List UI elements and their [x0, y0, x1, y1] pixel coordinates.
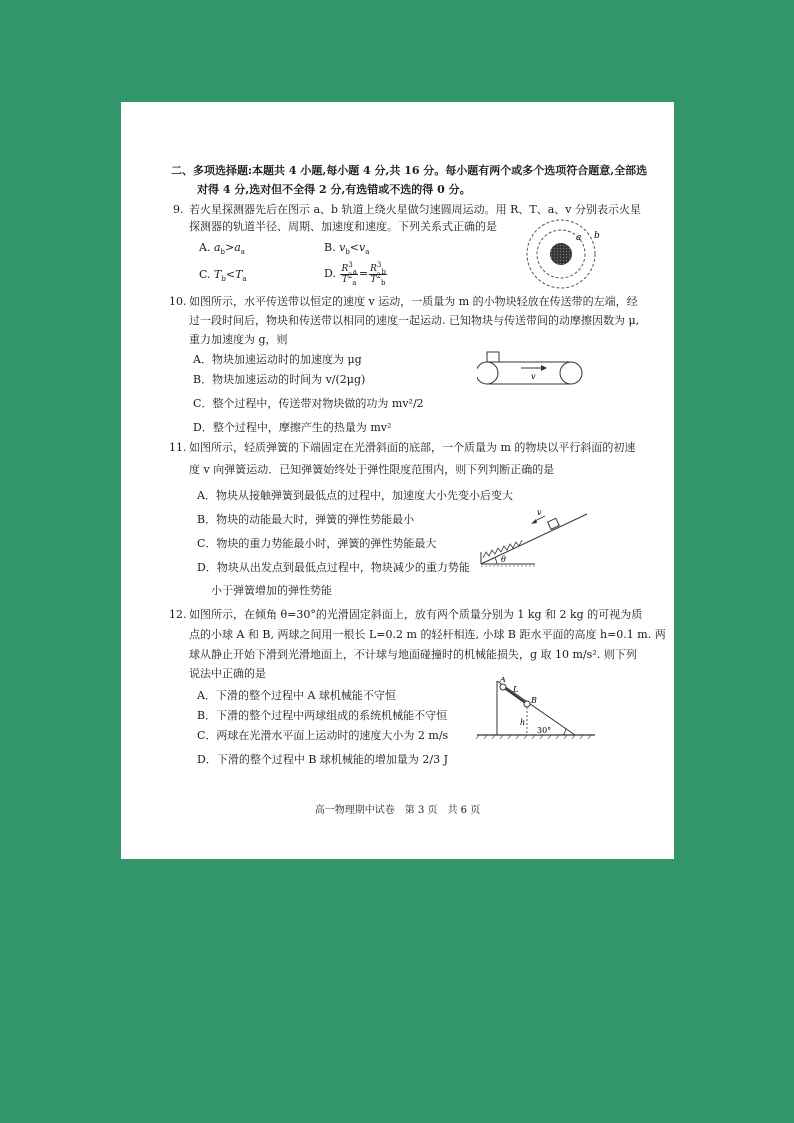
page-footer: 高一物理期中试卷 第 3 页 共 6 页: [314, 805, 481, 816]
q9-option-d: D. $\frac{R^3_a}{T^2_a}$ = $\frac{R^3_b}{T^2_b}$: [324, 260, 386, 287]
q9-option-a: [199, 241, 245, 255]
q9-option-b-label: B.: [324, 241, 336, 254]
q11-angle-label: θ: [501, 555, 506, 564]
q10-velocity-label: v: [531, 372, 536, 381]
q11-option-a: A．物块从接触弹簧到最低点的过程中，加速度大小先变小后变大: [197, 489, 513, 502]
q9-stem-line2: 探测器的轨道半径、周期、加速度和速度。下列关系式正确的是: [189, 220, 497, 233]
q12-stem-line4: 说法中正确的是: [189, 667, 266, 680]
q10-option-b: B．物块加速运动的时间为 v/(2μg): [193, 373, 366, 386]
q12-angle-label: 30°: [537, 726, 552, 735]
q9-option-c-formula: $T_b<T_a$: [214, 268, 247, 284]
section-heading-line2: 对得 4 分,选对但不全得 2 分,有选错或不选的得 0 分。: [197, 183, 471, 196]
left-pulley-icon: [477, 362, 498, 384]
q9-stem-line1: 若火星探测器先后在图示 a、b 轨道上绕火星做匀速圆周运动。用 R、T、a、v 分别表示火星: [189, 203, 641, 216]
q11-stem-line1: 如图所示，轻质弹簧的下端固定在光滑斜面的底部，一个质量为 m 的物块以平行斜面的初速: [189, 441, 636, 454]
orbit-a-label: a: [576, 233, 582, 243]
q11-option-c: C．物块的重力势能最小时，弹簧的弹性势能最大: [197, 537, 437, 550]
q9-option-b-formula: $v_b<v_a$: [339, 241, 370, 257]
q11-option-d-line2: 小于弹簧增加的弹性势能: [211, 584, 332, 597]
q11-incline-spring-figure: [475, 506, 591, 572]
q11-option-b: B．物块的动能最大时，弹簧的弹性势能最小: [197, 513, 415, 526]
q9-option-c-label: C.: [199, 268, 211, 281]
q11-stem-line2: 度 v 向弹簧运动．已知弹簧始终处于弹性限度范围内，则下列判断正确的是: [189, 463, 555, 476]
q12-ball-a-label: A: [500, 677, 506, 684]
q12-stem-line1: 如图所示，在倾角 θ=30°的光滑固定斜面上，放有两个质量分别为 1 kg 和 2 kg 的可视为质: [189, 608, 643, 621]
q9-orbit-figure: [511, 214, 611, 294]
q10-stem-line3: 重力加速度为 g，则: [189, 333, 288, 346]
q12-option-c: C．两球在光滑水平面上运动时的速度大小为 2 m/s: [197, 729, 449, 742]
q12-stem-line2: 点的小球 A 和 B, 两球之间用一根长 L=0.2 m 的轻杆相连, 小球 B 距水平面的高度 h=0.1 m. 两: [189, 628, 666, 641]
q9-number: 9.: [173, 203, 184, 216]
q10-stem-line1: 如图所示，水平传送带以恒定的速度 v 运动，一质量为 m 的小物块轻放在传送带的左端，经: [189, 295, 638, 308]
exam-page: [121, 102, 674, 859]
q12-ball-b-label: B: [531, 696, 537, 705]
q11-option-d-line1: D．物块从出发点到最低点过程中，物块减少的重力势能: [197, 561, 470, 574]
orbit-b-label: b: [594, 231, 600, 241]
q12-incline-balls-figure: [475, 677, 597, 741]
q12-option-d: D．下滑的整个过程中 B 球机械能的增加量为 2/3 J: [197, 753, 449, 766]
ball-a-icon: [500, 684, 506, 690]
q10-stem-line2: 过一段时间后，物块和传送带以相同的速度一起运动. 已知物块与传送带间的动摩擦因数为 μ,: [189, 314, 640, 327]
q12-number: 12.: [169, 608, 187, 621]
q10-number: 10.: [169, 295, 187, 308]
q11-number: 11.: [169, 441, 187, 454]
q11-velocity-label: v: [537, 508, 542, 517]
incline-surface: [497, 681, 575, 735]
q10-option-d: D．整个过程中，摩擦产生的热量为 mv²: [193, 421, 392, 434]
right-pulley-icon: [560, 362, 582, 384]
q9-option-d-label: D.: [324, 267, 336, 280]
q9-option-d-right-fraction: $\frac{R^3_b}{T^2_b}$: [370, 260, 386, 287]
q12-option-b: B．下滑的整个过程中两球组成的系统机械能不守恒: [197, 709, 448, 722]
section-heading-line1: 二、多项选择题:本题共 4 小题,每小题 4 分,共 16 分。每小题有两个或多个选项符合题意,全部选: [171, 164, 648, 177]
q10-conveyor-figure: [477, 348, 587, 388]
q9-option-d-left-fraction: $\frac{R^3_a}{T^2_a}$: [341, 260, 357, 287]
q9-option-b: [324, 241, 369, 255]
q9-option-a-label: A.: [199, 241, 211, 254]
q10-option-c: C．整个过程中，传送带对物块做的功为 mv²/2: [193, 397, 424, 410]
q12-option-a: A．下滑的整个过程中 A 球机械能不守恒: [197, 689, 396, 702]
q12-height-label: h: [520, 718, 526, 727]
velocity-arrow-icon: [531, 519, 537, 524]
velocity-arrow-icon: [541, 365, 547, 371]
q12-stem-line3: 球从静止开始下滑到光滑地面上，不计球与地面碰撞时的机械能损失，g 取 10 m/s². 则下列: [189, 648, 637, 661]
q12-rod-label: L: [513, 685, 519, 694]
q10-option-a: A．物块加速运动时的加速度为 μg: [193, 353, 362, 366]
block-icon: [487, 352, 499, 362]
q9-option-a-formula: $a_b>a_a$: [213, 241, 245, 257]
ball-b-icon: [524, 701, 530, 707]
q9-option-c: [199, 268, 247, 282]
